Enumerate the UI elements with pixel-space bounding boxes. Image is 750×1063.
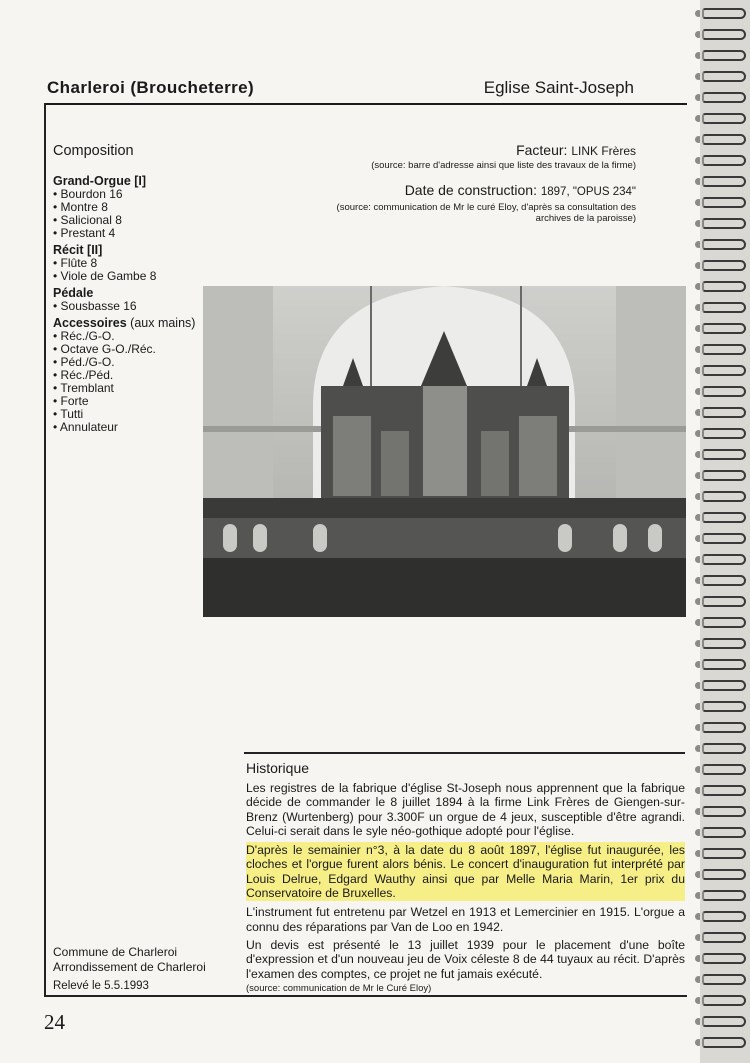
spiral-binding xyxy=(700,0,750,1063)
historique-highlighted-paragraph: D'après le semainier n°3, à la date du 8 août 1897, l'église fut inaugurée, les cloches et l'orgue furent alors bénis. Le concert d'inauguration fut interprété par Louis Delrue, Edgard Wauthy ainsi que par Melle Maria Marin, 1er prix du Conservatoire de Bruxelles. xyxy=(246,843,685,901)
spiral-coil xyxy=(702,197,746,208)
spiral-coil xyxy=(702,29,746,40)
spiral-coil xyxy=(702,512,746,523)
stop-item: • Forte xyxy=(53,394,89,408)
spiral-coil xyxy=(702,134,746,145)
spiral-coil xyxy=(702,8,746,19)
division-accessoires-suffix: (aux mains) xyxy=(130,316,196,330)
composition-heading: Composition xyxy=(53,143,134,159)
spiral-coil xyxy=(702,428,746,439)
stop-item: • Montre 8 xyxy=(53,200,108,214)
construction-source: (source: communication de Mr le curé Eloy, d'après sa consultation des archives de la paroisse) xyxy=(336,202,636,224)
spiral-coil xyxy=(702,155,746,166)
spiral-coil xyxy=(702,617,746,628)
division-accessoires-name: Accessoires xyxy=(53,316,127,330)
spiral-coil xyxy=(702,260,746,271)
builder-label: Facteur: xyxy=(516,142,568,158)
organ-photo xyxy=(203,286,686,617)
spiral-coil xyxy=(702,113,746,124)
spiral-coil xyxy=(702,806,746,817)
historique-heading: Historique xyxy=(246,760,310,776)
stop-item: • Sousbasse 16 xyxy=(53,299,137,313)
spiral-coil xyxy=(702,659,746,670)
spiral-coil xyxy=(702,575,746,586)
spiral-coil xyxy=(702,722,746,733)
stop-item: • Réc./G-O. xyxy=(53,329,115,343)
construction-label: Date de construction: xyxy=(404,182,537,198)
historique-rule xyxy=(244,752,685,754)
spiral-coil xyxy=(702,449,746,460)
spiral-coil xyxy=(702,743,746,754)
builder-name: LINK Frères xyxy=(571,144,636,158)
spiral-coil xyxy=(702,470,746,481)
spiral-coil xyxy=(702,323,746,334)
spiral-coil xyxy=(702,407,746,418)
spiral-coil xyxy=(702,785,746,796)
stop-item: • Prestant 4 xyxy=(53,226,116,240)
spiral-coil xyxy=(702,1037,746,1048)
historique-body xyxy=(246,781,685,996)
division-grand-orgue: Grand-Orgue [I] xyxy=(53,174,147,188)
construction-line xyxy=(405,182,636,198)
historique-source: (source: communication de Mr le Curé Eloy) xyxy=(246,982,432,994)
spiral-coil xyxy=(702,239,746,250)
top-rule xyxy=(44,103,687,105)
spiral-coil xyxy=(702,491,746,502)
commune-name: Commune de Charleroi xyxy=(53,945,178,959)
spiral-coil xyxy=(702,218,746,229)
spiral-coil xyxy=(702,596,746,607)
stop-item: • Viole de Gambe 8 xyxy=(53,269,157,283)
stop-item: • Péd./G-O. xyxy=(53,355,115,369)
spiral-coil xyxy=(702,50,746,61)
construction-value: 1897, "OPUS 234" xyxy=(540,186,636,198)
stop-item: • Octave G-O./Réc. xyxy=(53,342,156,356)
historique-paragraph: L'instrument fut entretenu par Wetzel en 1913 et Lemercinier en 1915. L'orgue a connu des réparations par Van de Loo en 1942. xyxy=(246,905,685,934)
stop-item: • Bourdon 16 xyxy=(53,187,123,201)
page-number: 24 xyxy=(44,1010,65,1034)
spiral-coil xyxy=(702,638,746,649)
spiral-coil xyxy=(702,953,746,964)
spiral-coil xyxy=(702,554,746,565)
spiral-coil xyxy=(702,827,746,838)
stop-item: • Salicional 8 xyxy=(53,213,122,227)
survey-date: Relevé le 5.5.1993 xyxy=(53,980,149,992)
spiral-coil xyxy=(702,974,746,985)
spiral-coil xyxy=(702,701,746,712)
spiral-coil xyxy=(702,302,746,313)
composition-list xyxy=(53,175,203,434)
left-rule xyxy=(44,103,46,995)
stop-item: • Annulateur xyxy=(53,420,118,434)
arrondissement-name: Arrondissement de Charleroi xyxy=(53,960,206,974)
stop-item: • Réc./Péd. xyxy=(53,368,114,382)
spiral-coil xyxy=(702,911,746,922)
spiral-coil xyxy=(702,71,746,82)
spiral-coil xyxy=(702,533,746,544)
division-pedale: Pédale xyxy=(53,286,94,300)
spiral-coil xyxy=(702,365,746,376)
spiral-coil xyxy=(702,92,746,103)
church-name: Eglise Saint-Joseph xyxy=(483,78,634,97)
historique-paragraph: Les registres de la fabrique d'église St-Joseph nous apprennent que la fabrique décide de commander le 8 juillet 1894 à la firme Link Frères de Giengen-sur-Brenz (Wurtenberg) pour 3.300F un orgue de 4 jeux, susceptible d'être agrandi. Celui-ci serait dans le syle néo-gothique adopté pour l'église. xyxy=(246,781,685,838)
commune-block xyxy=(53,945,206,975)
spiral-coil xyxy=(702,848,746,859)
builder-line xyxy=(516,142,636,158)
spiral-coil xyxy=(702,932,746,943)
spiral-coil xyxy=(702,176,746,187)
stop-item: • Tutti xyxy=(53,407,84,421)
spiral-coil xyxy=(702,680,746,691)
historique-paragraph: Un devis est présenté le 13 juillet 1939 pour le placement d'une boîte d'expression et d'un nouveau jeu de Voix céleste 8 de 44 tuyaux au récit. D'après l'examen des comptes, ce projet ne fut jamais exécuté. xyxy=(246,937,685,981)
spiral-coil xyxy=(702,764,746,775)
spiral-coil xyxy=(702,281,746,292)
location-title: Charleroi (Broucheterre) xyxy=(47,78,255,97)
spiral-coil xyxy=(702,1016,746,1027)
builder-source: (source: barre d'adresse ainsi que liste des travaux de la firme) xyxy=(371,160,636,171)
spiral-coil xyxy=(702,869,746,880)
spiral-coil xyxy=(702,344,746,355)
spiral-coil xyxy=(702,386,746,397)
spiral-coil xyxy=(702,890,746,901)
stop-item: • Tremblant xyxy=(53,381,114,395)
spiral-coil xyxy=(702,995,746,1006)
division-recit: Récit [II] xyxy=(53,243,103,257)
stop-item: • Flûte 8 xyxy=(53,256,98,270)
